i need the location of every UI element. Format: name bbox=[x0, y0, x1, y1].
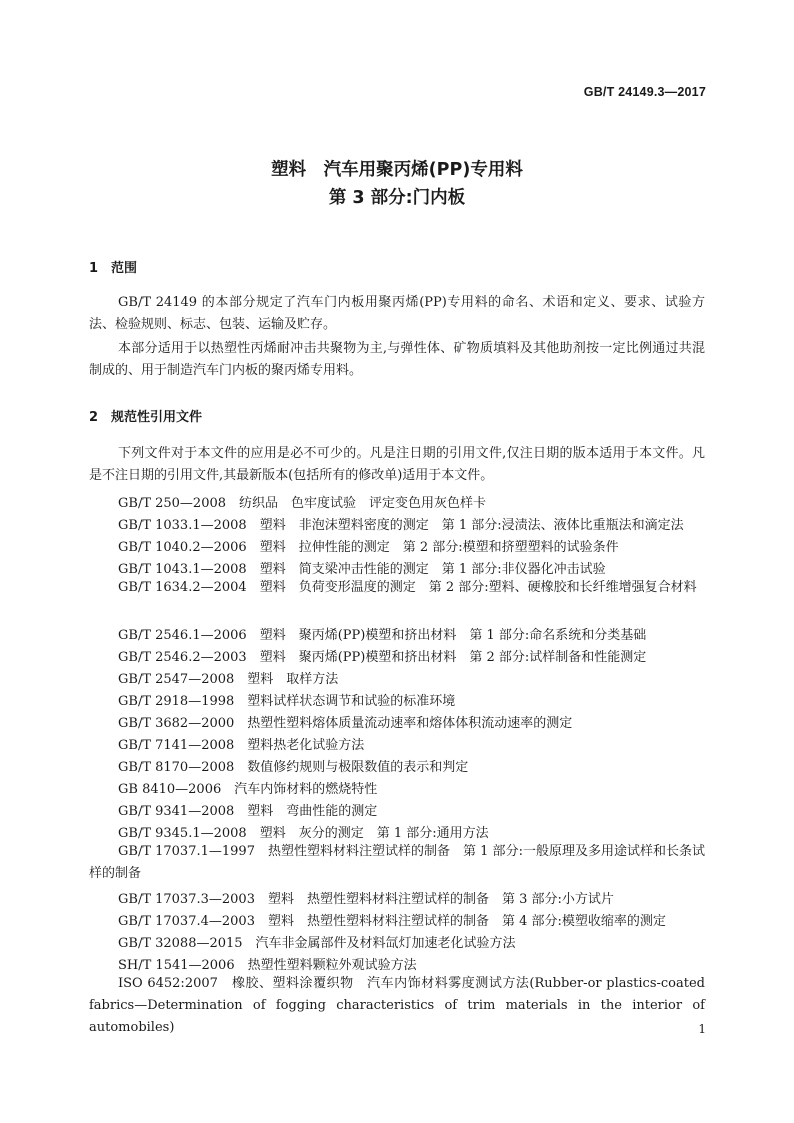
reference-item: GB/T 7141—2008 塑料热老化试验方法 bbox=[118, 738, 365, 753]
reference-item: GB/T 2547—2008 塑料 取样方法 bbox=[118, 672, 339, 687]
reference-item: GB/T 2546.1—2006 塑料 聚丙烯(PP)模塑和挤出材料 第 1 部分:命名系统和分类基础 bbox=[118, 628, 647, 643]
reference-item: GB/T 1634.2—2004 塑料 负荷变形温度的测定 第 2 部分:塑料、硬橡胶和长纤维增强复合材料 bbox=[118, 580, 697, 595]
section-number: 2 bbox=[89, 410, 99, 425]
section-heading-scope bbox=[89, 257, 137, 276]
reference-item: SH/T 1541—2006 热塑性塑料颗粒外观试验方法 bbox=[118, 958, 417, 973]
section-title: 规范性引用文件 bbox=[111, 410, 203, 425]
reference-item: GB/T 9345.1—2008 塑料 灰分的测定 第 1 部分:通用方法 bbox=[118, 826, 489, 841]
standard-number: GB/T 24149.3—2017 bbox=[583, 85, 706, 99]
reference-item: GB/T 32088—2015 汽车非金属部件及材料氙灯加速老化试验方法 bbox=[118, 936, 516, 951]
reference-item: GB/T 1033.1—2008 塑料 非泡沫塑料密度的测定 第 1 部分:浸渍法、液体比重瓶法和滴定法 bbox=[118, 518, 684, 533]
reference-item: GB/T 17037.1—1997 热塑性塑料材料注塑试样的制备 第 1 部分:一般原理及多用途试样和长条试样的制备 bbox=[89, 844, 705, 881]
page-number: 1 bbox=[698, 1022, 706, 1036]
paragraph: 本部分适用于以热塑性丙烯耐冲击共聚物为主,与弹性体、矿物质填料及其他助剂按一定比例通过共混制成的、用于制造汽车门内板的聚丙烯专用料。 bbox=[89, 341, 705, 378]
paragraph: 下列文件对于本文件的应用是必不可少的。凡是注日期的引用文件,仅注日期的版本适用于本文件。凡是不注日期的引用文件,其最新版本(包括所有的修改单)适用于本文件。 bbox=[89, 446, 705, 483]
section-title: 范围 bbox=[111, 261, 138, 276]
paragraph: GB/T 24149 的本部分规定了汽车门内板用聚丙烯(PP)专用料的命名、术语和定义、要求、试验方法、检验规则、标志、包装、运输及贮存。 bbox=[89, 295, 705, 332]
reference-item: GB/T 1040.2—2006 塑料 拉伸性能的测定 第 2 部分:模塑和挤塑塑料的试验条件 bbox=[118, 540, 619, 555]
reference-item: GB/T 17037.3—2003 塑料 热塑性塑料材料注塑试样的制备 第 3 部分:小方试片 bbox=[118, 892, 614, 907]
reference-item: GB/T 9341—2008 塑料 弯曲性能的测定 bbox=[118, 804, 378, 819]
section-number: 1 bbox=[89, 261, 99, 276]
reference-item: GB/T 2546.2—2003 塑料 聚丙烯(PP)模塑和挤出材料 第 2 部分:试样制备和性能测定 bbox=[118, 650, 647, 665]
reference-item: ISO 6452:2007 橡胶、塑料涂覆织物 汽车内饰材料雾度测试方法(Rubber-or plastics-coated fabrics—Determination of fogging characteristics of trim materials in the interior of automobiles) bbox=[89, 976, 705, 1035]
reference-item: GB/T 3682—2000 热塑性塑料熔体质量流动速率和熔体体积流动速率的测定 bbox=[118, 716, 573, 731]
reference-item: GB/T 1043.1—2008 塑料 简支梁冲击性能的测定 第 1 部分:非仪器化冲击试验 bbox=[118, 562, 606, 577]
document-subtitle: 第 3 部分:门内板 bbox=[328, 188, 466, 208]
reference-item: GB/T 8170—2008 数值修约规则与极限数值的表示和判定 bbox=[118, 760, 469, 775]
document-title: 塑料 汽车用聚丙烯(PP)专用料 bbox=[271, 160, 523, 180]
reference-item: GB/T 2918—1998 塑料试样状态调节和试验的标准环境 bbox=[118, 694, 456, 709]
section-heading-normative-references bbox=[89, 406, 202, 425]
reference-item: GB/T 17037.4—2003 塑料 热塑性塑料材料注塑试样的制备 第 4 部分:模塑收缩率的测定 bbox=[118, 914, 666, 929]
reference-item: GB 8410—2006 汽车内饰材料的燃烧特性 bbox=[118, 782, 378, 797]
reference-item: GB/T 250—2008 纺织品 色牢度试验 评定变色用灰色样卡 bbox=[118, 496, 487, 511]
